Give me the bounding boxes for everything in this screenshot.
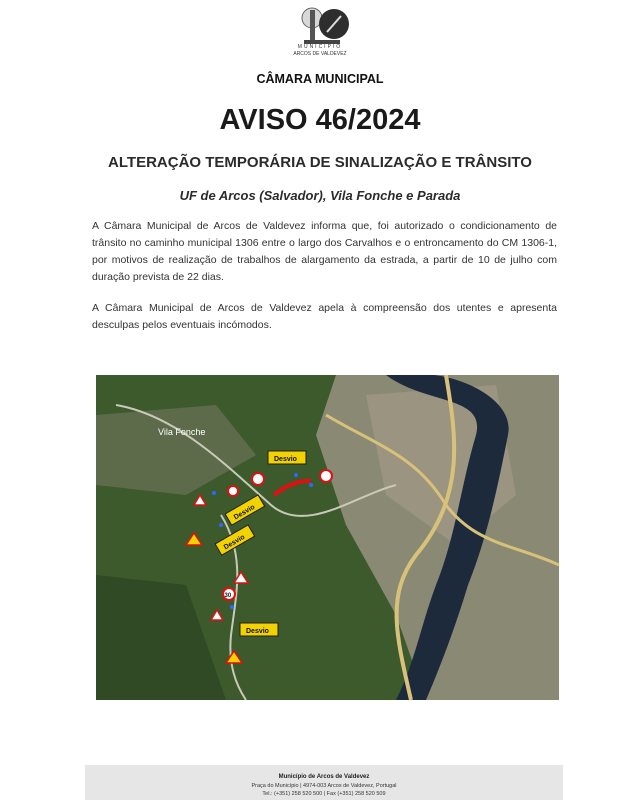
notice-subtitle: ALTERAÇÃO TEMPORÁRIA DE SINALIZAÇÃO E TRÂNSITO (108, 154, 532, 171)
notice-location: UF de Arcos (Salvador), Vila Fonche e Parada (179, 188, 461, 203)
detour-label: Desvio (232, 503, 257, 522)
traffic-map (96, 375, 559, 700)
detour-label: Desvio (246, 628, 269, 635)
footer-contacts: Tel.: (+351) 258 520 500 | Fax (+351) 258 520 509 (262, 791, 386, 797)
footer-name: Município de Arcos de Valdevez (278, 774, 370, 780)
footer-address: Praça do Município | 4974-003 Arcos de Valdevez, Portugal (251, 783, 397, 789)
notice-title: AVISO 46/2024 (219, 104, 421, 136)
detour-sign-top (268, 451, 306, 464)
organization-heading: CÂMARA MUNICIPAL (256, 72, 384, 86)
detour-sign-bottom (240, 623, 278, 636)
logo-name: MUNICÍPIO (297, 44, 343, 50)
notice-paragraph-2: A Câmara Municipal de Arcos de Valdevez apela à compreensão dos utentes e apresenta desculpas pelos eventuais incómodos. (92, 302, 557, 331)
no-entry-sign-icon (252, 473, 264, 485)
detour-label: Desvio (222, 533, 247, 552)
logo-place: ARCOS DE VALDEVEZ (293, 51, 347, 57)
detour-label: Desvio (274, 456, 297, 463)
map-place-label: Vila Fonche (158, 427, 206, 437)
notice-paragraph-1: A Câmara Municipal de Arcos de Valdevez informa que, foi autorizado o condicionamento de trânsito no caminho municipal 1306 entre o largo dos Carvalhos e o entroncamento do CM 1306-1, por motivos de realização de trabalhos de alargamento da estrada, a partir de 10 de julho com duração prevista de 22 dias. (92, 220, 557, 283)
footer (85, 765, 563, 800)
no-entry-sign-icon (228, 486, 238, 496)
speed-limit-value: 30 (224, 593, 232, 599)
no-entry-sign-icon (320, 470, 332, 482)
